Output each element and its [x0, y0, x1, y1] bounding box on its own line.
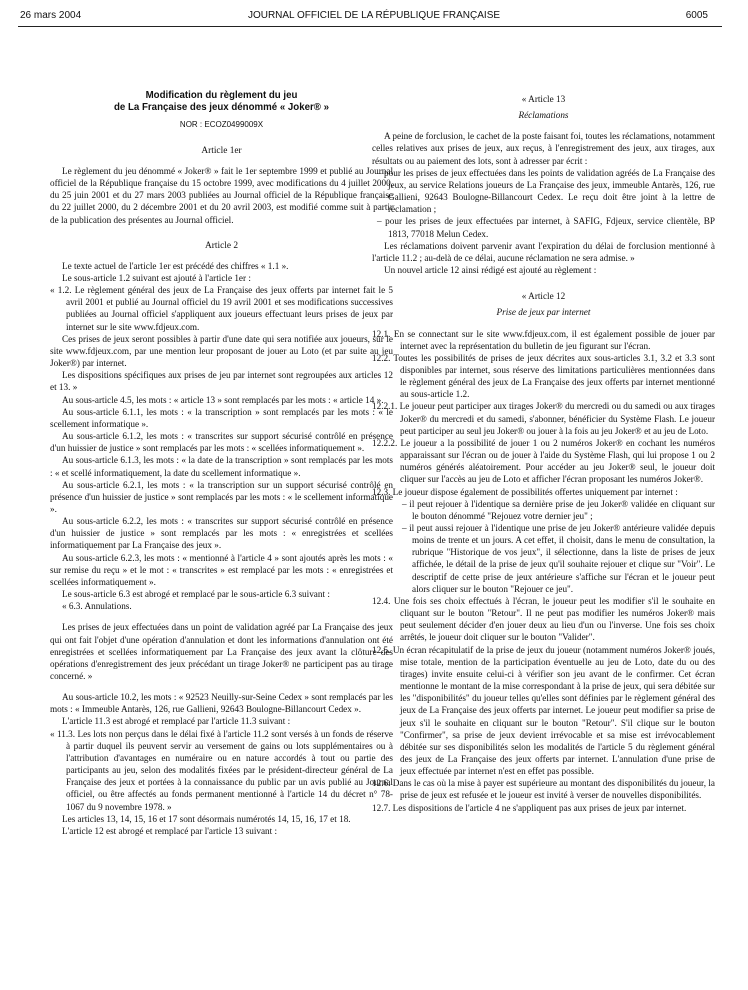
paragraph: L'article 11.3 est abrogé et remplacé par l'article 11.3 suivant :: [62, 716, 291, 727]
list-item: – pour les prises de jeux effectuées dans les points de validation agréés de La Française des jeux, au service Relations joueurs de La Française des jeux, immeuble Antarès, 126, rue Gallieni, 92643 Boulogne-Billancourt Cedex. Le reçu doit être joint à la lettre de réclamation ;: [377, 167, 715, 215]
paragraph: « 6.3. Annulations.: [62, 601, 132, 612]
paragraph: Le règlement du jeu dénommé « Joker® » fait le 1er septembre 1999 et publié au Journal officiel de la République française du 15 octobre 1999, avec modifications du 4 juillet 2000, du 25 juin 2001 et du 27 mars 2003 publiées au Journal officiel de la République française du 22 juillet 2000, du 2 décembre 2001 et du 20 avril 2003, est modifié comme suit à partir de la publication des présentes au Journal officiel.: [50, 165, 393, 225]
list-item: – il peut rejouer à l'identique sa dernière prise de jeu Joker® validée en cliquant sur le bouton dénommé "Rejouez votre dernier jeu" ;: [402, 498, 715, 521]
paragraph: Au sous-article 6.2.1, les mots : « la transcription sur un support sécurisé contrôlé en présence d'un huissier de justice » sont remplacés par les mots : « le scellement informatique ».: [50, 479, 393, 514]
paragraph: Le texte actuel de l'article 1er est précédé des chiffres « 1.1 ».: [62, 260, 289, 271]
paragraph: Au sous-article 6.1.2, les mots : « transcrites sur support sécurisé contrôlé en présence d'un huissier de justice » sont remplacés par les mots : « scellées informatiquement ».: [50, 431, 393, 454]
paragraph: Au sous-article 6.2.3, les mots : « mentionné à l'article 4 » sont ajoutés après les mots : « sur remise du reçu » et le mot : « transcrites » est remplacé par les mots : « enregistrées et scellées informatiquement ».: [50, 552, 393, 587]
paragraph: Ces prises de jeux seront possibles à partir d'une date qui sera notifiée aux joueurs, sur le site www.fdjeux.com, par une mention leur proposant de jouer au Loto (et par suite au jeu Joker®) par internet.: [50, 333, 393, 369]
right-column: [372, 93, 715, 814]
header-rule: [18, 26, 722, 27]
paragraph: Les articles 13, 14, 15, 16 et 17 sont désormais numérotés 14, 15, 16, 17 et 18.: [62, 813, 351, 824]
numbered-paragraph: 12.2.1. Le joueur peut participer aux tirages Joker® du mercredi ou du samedi ou aux tirages Joker® du mercredi et du samedi, s'abonner, bénéficier du Système Flash. Le joueur peut participer au seul jeu Joker® ou jouer à la fois au jeu Joker® et au jeu de Loto.: [372, 401, 715, 436]
article-12-subtitle: Prise de jeux par internet: [496, 307, 591, 318]
paragraph: Au sous-article 6.2.2, les mots : « transcrites sur support sécurisé contrôlé en présence d'un huissier de justice » sont remplacés par les mots : « enregistrées et scellées informatiquement par La Française des jeux ».: [50, 516, 393, 551]
paragraph: Les prises de jeux effectuées dans un point de validation agréé par La Française des jeux qui ont fait l'objet d'une opération d'annulation et dont les informations d'annulation ont été enregistrées et scellées informatiquement par La Française des jeux avant la clôture des opérations d'enregistrement des jeux précédant un tirage Joker® ne participent pas au tirage concerné. »: [50, 622, 393, 681]
article-2-heading: Article 2: [204, 240, 239, 251]
article-1-heading: Article 1er: [201, 145, 242, 156]
paragraph: Les réclamations doivent parvenir avant l'expiration du délai de forclusion mentionné à l'article 11.2 ; au-delà de ce délai, aucune réclamation ne sera admise. »: [372, 240, 715, 263]
article-12-heading: « Article 12: [521, 291, 566, 302]
header-date: 26 mars 2004: [20, 10, 82, 21]
paragraph: Un nouvel article 12 ainsi rédigé est ajouté au règlement :: [384, 265, 597, 276]
paragraph: Le sous-article 6.3 est abrogé et remplacé par le sous-article 6.3 suivant :: [62, 589, 330, 600]
left-column: [50, 90, 393, 837]
numbered-paragraph: 12.2. Toutes les possibilités de prises de jeux décrites aux sous-articles 3.1, 3.2 et 3.3 sont disponibles par internet, sous réserve des limitations particulières mentionnées dans le règlement général des jeux de La Française des jeux offerts par internet mentionné au sous-article 1.2.: [372, 352, 715, 400]
numbered-paragraph: 12.4. Une fois ses choix effectués à l'écran, le joueur peut les modifier s'il le souhaite en cliquant sur le bouton "Retour". Il ne peut pas modifier les numéros Joker® mais peut seulement décider d'en jouer deux au lieu d'un ou l'inverse. Une fois ses choix arrêtés, le joueur doit cliquer sur le bouton "Valider".: [372, 595, 715, 643]
document-title: [50, 90, 393, 115]
paragraph: Au sous-article 4.5, les mots : « article 13 » sont remplacés par les mots : « article 14 ».: [62, 394, 384, 405]
nor-reference: NOR : ECOZ0499009X: [179, 119, 264, 129]
article-13-subtitle: Réclamations: [518, 110, 569, 121]
numbered-paragraph: 12.5. Un écran récapitulatif de la prise de jeux du joueur (notamment numéros Joker® joués, mise totale, mention de la participation éventuelle au jeu de Loto, date du ou des tirages) invite ensuite celui-ci à vérifier son jeu avant de le confirmer. Cet écran mentionne le montant de la mise correspondant à la prise de jeux, qui sera débitée sur les "disponibilités" du joueur telles qu'elles sont définies par le règlement général des jeux de La Française des jeux offerts par internet. Le joueur peut modifier sa prise de jeux s'il le souhaite en cliquant sur le bouton "Retour". S'il clique sur le bouton "Confirmer", sa prise de jeux devient irrévocable et sa mise est irrévocablement débitée sur ses disponibilités selon les modalités de l'article 5 du règlement général des jeux de La Française des jeux offerts par internet. L'annulation d'une prise de jeux effectuée par internet n'est en effet pas possible.: [372, 644, 715, 777]
article-13-heading: « Article 13: [521, 94, 566, 104]
title-line-1: Modification du règlement du jeu: [145, 90, 298, 101]
header-page-number: 6005: [685, 10, 708, 21]
paragraph: Au sous-article 6.1.1, les mots : « la transcription » sont remplacés par les mots : « le scellement informatique ».: [50, 406, 393, 429]
numbered-paragraph: 12.2.2. Le joueur a la possibilité de jouer 1 ou 2 numéros Joker® en cochant les numéros apparaissant sur l'écran ou de jouer à l'aide du Système Flash, qui lui propose 1 ou 2 numéros générés aléatoirement. Pour accéder au jeu Joker® seul, le joueur doit cliquer sur l'accès au jeu de Loto et afficher l'écran proposant les numéros Joker®.: [372, 437, 715, 485]
paragraph: A peine de forclusion, le cachet de la poste faisant foi, toutes les réclamations, notamment celles relatives aux prises de jeux, aux reçus, à l'enregistrement des jeux, aux tirages, aux résultats ou au paiement des lots, sont à adresser par écrit :: [372, 131, 715, 166]
paragraph: Les dispositions spécifiques aux prises de jeu par internet sont regroupées aux articles 12 et 13. »: [50, 370, 393, 393]
numbered-paragraph: 12.6. Dans le cas où la mise à payer est supérieure au montant des disponibilités du joueur, la prise de jeux est refusée et le joueur est invité à verser de nouvelles disponibilités.: [372, 778, 715, 801]
list-item: – pour les prises de jeux effectuées par internet, à SAFIG, Fdjeux, service clientèle, BP 1813, 77018 Melun Cedex.: [377, 216, 715, 239]
list-item: – il peut aussi rejouer à l'identique une prise de jeu Joker® antérieure validée depuis moins de trente et un jours. A cet effet, il choisit, dans le menu de consultation, la rubrique "Historique de vos jeux", il sélectionne, dans la liste de prises de jeux affichée, le détail de la prise de jeux qu'il souhaite rejouer et clique sur "Voir". Le descriptif de cette prise de jeux antérieure s'affiche sur l'écran et le joueur peut alors cliquer sur le bouton "Rejouer ce jeu".: [402, 523, 715, 594]
numbered-paragraph: 12.7. Les dispositions de l'article 4 ne s'appliquent pas aux prises de jeux par internet.: [372, 802, 687, 813]
paragraph: Au sous-article 10.2, les mots : « 92523 Neuilly-sur-Seine Cedex » sont remplacés par les mots : « Immeuble Antarès, 126, rue Gallieni, 92643 Boulogne-Billancourt Cedex ».: [50, 692, 393, 715]
paragraph: L'article 12 est abrogé et remplacé par l'article 13 suivant :: [62, 825, 278, 836]
paragraph: « 11.3. Les lots non perçus dans le délai fixé à l'article 11.2 sont versés à un fonds de réserve à partir duquel ils peuvent servir au versement de gains ou lots supplémentaires ou à l'attribution d'avantages en numéraire ou en nature accordés à tout ou partie des participants au jeu, selon des modalités fixées par le président-directeur général de La Française des jeux et portées à la connaissance du public par un avis publié au Journal officiel, ou être affectés au fonds permanent mentionné à l'article 14 du décret n° 78-1067 du 9 novembre 1978. »: [50, 728, 393, 812]
paragraph: Au sous-article 6.1.3, les mots : « la date de la transcription » sont remplacés par les mots : « et scellé informatiquement, la date du scellement informatique ».: [50, 455, 393, 478]
title-line-2: de La Française des jeux dénommé « Joker® »: [114, 102, 329, 114]
numbered-paragraph: 12.1. En se connectant sur le site www.fdjeux.com, il est également possible de jouer par internet avec la représentation du bulletin de jeu figurant sur l'écran.: [372, 328, 715, 351]
numbered-paragraph: 12.3. Le joueur dispose également de possibilités offertes uniquement par internet :: [372, 486, 678, 497]
paragraph: « 1.2. Le règlement général des jeux de La Française des jeux offerts par internet fait le 5 avril 2001 et publié au Journal officiel du 19 avril 2001 et ses modifications successives publiées au Journal officiel s'appliquent aux joueurs effectuant leurs prises de jeux par internet sur le site www.fdjeux.com.: [50, 285, 393, 332]
header-journal-title: JOURNAL OFFICIEL DE LA RÉPUBLIQUE FRANÇAISE: [247, 10, 501, 21]
paragraph: Le sous-article 1.2 suivant est ajouté à l'article 1er :: [62, 273, 251, 283]
